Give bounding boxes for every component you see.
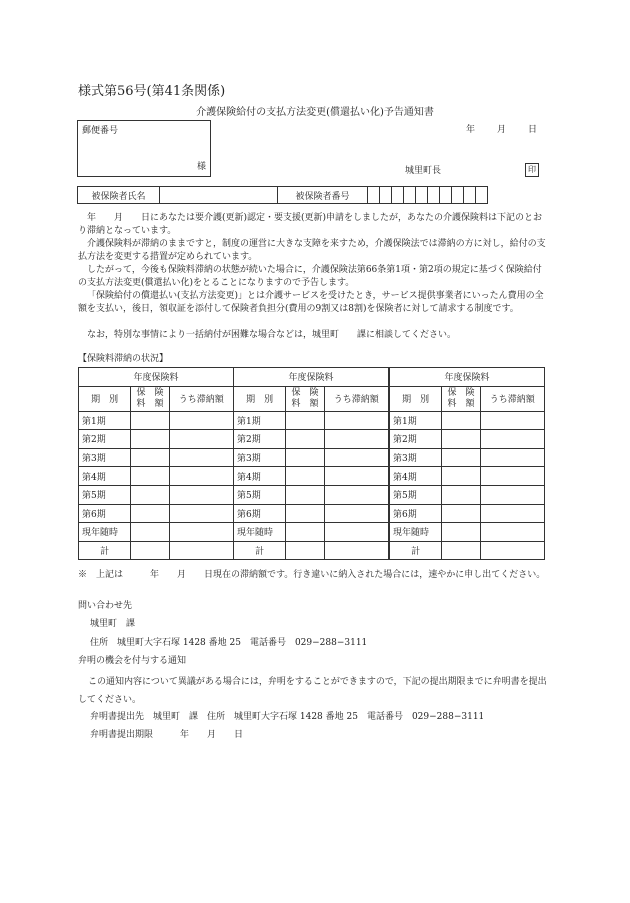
date-month: 月: [497, 125, 507, 135]
insured-number-digit-box: [464, 187, 476, 204]
amount-cell: [442, 485, 480, 504]
appeal-text: この通知内容について異議がある場合には，弁明をすることができますので，下記の提出期限までに弁明書を提出してください。: [78, 677, 547, 705]
arrears-cell: [480, 523, 544, 542]
amount-cell: [131, 448, 169, 467]
note-text: ※ 上記は 年 月 日現在の滞納額です。行き違いに納入された場合には，速やかに申し出てください。: [78, 570, 546, 580]
fiscal-year-table: [78, 367, 234, 560]
amount-cell: [286, 411, 324, 430]
year-header: 年度保険料: [79, 368, 234, 387]
period-label: 第6期: [390, 504, 442, 523]
period-label: 計: [390, 541, 442, 560]
insured-number-digit-box: [416, 187, 428, 204]
arrears-cell: [169, 523, 233, 542]
arrears-cell: [480, 411, 544, 430]
body-paragraph-2: 介護保険料が滞納のままですと，制度の運営に大きな支障を来すため，介護保険法では滞納の方に対し，給付の支払方法を変更する措置が定められています。: [78, 239, 546, 262]
insured-name-cell: [160, 187, 278, 204]
period-label: 計: [234, 541, 286, 560]
postal-label: 郵便番号: [82, 126, 119, 136]
period-label: 現年随時: [234, 523, 286, 542]
period-label: 計: [79, 541, 131, 560]
contact-heading: 問い合わせ先: [78, 601, 133, 611]
period-label: 第4期: [234, 467, 286, 486]
insured-number-digit-box: [452, 187, 464, 204]
insured-number-digit-box: [404, 187, 416, 204]
issuer-name: 城里町長: [405, 166, 442, 176]
col-period-header: 期 別: [234, 386, 286, 411]
body-paragraph-5: なお，特別な事情により一括納付が困難な場合などは，城里町 課に相談してください。: [87, 330, 457, 340]
amount-cell: [442, 467, 480, 486]
arrears-cell: [480, 504, 544, 523]
arrears-cell: [480, 448, 544, 467]
period-label: 第1期: [234, 411, 286, 430]
period-label: 第1期: [79, 411, 131, 430]
addressee-honorific: 様: [196, 162, 206, 172]
period-label: 第3期: [390, 448, 442, 467]
arrears-cell: [324, 485, 388, 504]
amount-cell: [286, 523, 324, 542]
arrears-cell: [169, 411, 233, 430]
arrears-cell: [169, 448, 233, 467]
amount-cell: [442, 448, 480, 467]
date-day: 日: [528, 125, 538, 135]
arrears-cell: [324, 523, 388, 542]
amount-cell: [286, 485, 324, 504]
col-arrears-header: うち滞納額: [324, 386, 388, 411]
period-label: 第5期: [390, 485, 442, 504]
arrears-cell: [169, 504, 233, 523]
period-label: 第2期: [234, 430, 286, 449]
insured-number-digit-box: [440, 187, 452, 204]
col-amount-header: 保 険 料 額: [286, 386, 324, 411]
document-title: 介護保険給付の支払方法変更(償還払い化)予告通知書: [196, 107, 434, 118]
arrears-cell: [324, 504, 388, 523]
insured-name-label: 被保険者氏名: [78, 187, 160, 204]
arrears-cell: [324, 467, 388, 486]
col-amount-header: 保 険 料 額: [442, 386, 480, 411]
col-amount-header: 保 険 料 額: [131, 386, 169, 411]
period-label: 第6期: [234, 504, 286, 523]
appeal-heading: 弁明の機会を付与する通知: [78, 656, 187, 666]
amount-cell: [442, 541, 480, 560]
form-number: 様式第56号(第41条関係): [78, 84, 226, 99]
arrears-cell: [169, 485, 233, 504]
address-box: [77, 120, 211, 177]
period-label: 第1期: [390, 411, 442, 430]
amount-cell: [286, 541, 324, 560]
fiscal-year-table: [389, 367, 545, 560]
col-arrears-header: うち滞納額: [480, 386, 544, 411]
insured-number-digit-box: [368, 187, 380, 204]
amount-cell: [131, 504, 169, 523]
arrears-cell: [169, 467, 233, 486]
arrears-cell: [324, 430, 388, 449]
period-label: 第2期: [390, 430, 442, 449]
amount-cell: [286, 467, 324, 486]
amount-cell: [131, 467, 169, 486]
period-label: 第3期: [79, 448, 131, 467]
amount-cell: [286, 504, 324, 523]
insured-number-digit-box: [476, 187, 488, 204]
period-label: 現年随時: [79, 523, 131, 542]
year-header: 年度保険料: [390, 368, 545, 387]
status-heading: 【保険料滞納の状況】: [78, 354, 169, 364]
col-period-header: 期 別: [390, 386, 442, 411]
period-label: 第5期: [79, 485, 131, 504]
amount-cell: [131, 485, 169, 504]
body-paragraph-4: 「保険給付の償還払い(支払方法変更)」とは介護サービスを受けたとき，サービス提供事業者にいったん費用の全額を支払い，後日，領収証を添付して保険者負担分(費用の9割又は8割)を保険者に対して請求する制度です。: [78, 291, 544, 314]
contact-address: 住所 城里町大字石塚 1428 番地 25 電話番号 029−288−3111: [90, 638, 368, 648]
arrears-cell: [169, 541, 233, 560]
amount-cell: [442, 504, 480, 523]
date-year: 年: [466, 125, 476, 135]
arrears-cell: [324, 541, 388, 560]
body-paragraph-3: したがって，今後も保険料滞納の状態が続いた場合に，介護保険法第66条第1項・第2項の規定に基づく保険給付の支払方法変更(償還払い化)をとることになりますので予告します。: [78, 265, 542, 288]
appeal-submit-to: 弁明書提出先 城里町 課 住所 城里町大字石塚 1428 番地 25 電話番号 029−288−3111: [90, 712, 485, 722]
fiscal-year-table: [233, 367, 389, 560]
arrears-cell: [480, 541, 544, 560]
amount-cell: [131, 541, 169, 560]
contact-department: 城里町 課: [90, 619, 136, 629]
col-arrears-header: うち滞納額: [169, 386, 233, 411]
period-label: 第4期: [79, 467, 131, 486]
appeal-deadline: 弁明書提出期限 年 月 日: [90, 730, 244, 740]
period-label: 第3期: [234, 448, 286, 467]
arrears-cell: [480, 430, 544, 449]
seal-mark: 印: [525, 163, 539, 177]
arrears-cell: [480, 467, 544, 486]
arrears-cell: [324, 448, 388, 467]
period-label: 第6期: [79, 504, 131, 523]
arrears-cell: [480, 485, 544, 504]
body-paragraph-1: 年 月 日にあなたは要介護(更新)認定・要支援(更新)申請をしましたが，あなたの介護保険料は下記のとおり滞納となっています。: [78, 213, 543, 236]
arrears-cell: [169, 430, 233, 449]
amount-cell: [131, 411, 169, 430]
arrears-cell: [324, 411, 388, 430]
amount-cell: [286, 448, 324, 467]
insured-number-digit-box: [380, 187, 392, 204]
insured-number-digit-box: [392, 187, 404, 204]
amount-cell: [286, 430, 324, 449]
amount-cell: [131, 430, 169, 449]
amount-cell: [442, 430, 480, 449]
insured-number-label: 被保険者番号: [278, 187, 368, 204]
col-period-header: 期 別: [79, 386, 131, 411]
year-header: 年度保険料: [234, 368, 389, 387]
amount-cell: [131, 523, 169, 542]
period-label: 第4期: [390, 467, 442, 486]
period-label: 第5期: [234, 485, 286, 504]
insured-info-table: [77, 186, 488, 204]
period-label: 現年随時: [390, 523, 442, 542]
amount-cell: [442, 411, 480, 430]
period-label: 第2期: [79, 430, 131, 449]
insured-number-digit-box: [428, 187, 440, 204]
amount-cell: [442, 523, 480, 542]
